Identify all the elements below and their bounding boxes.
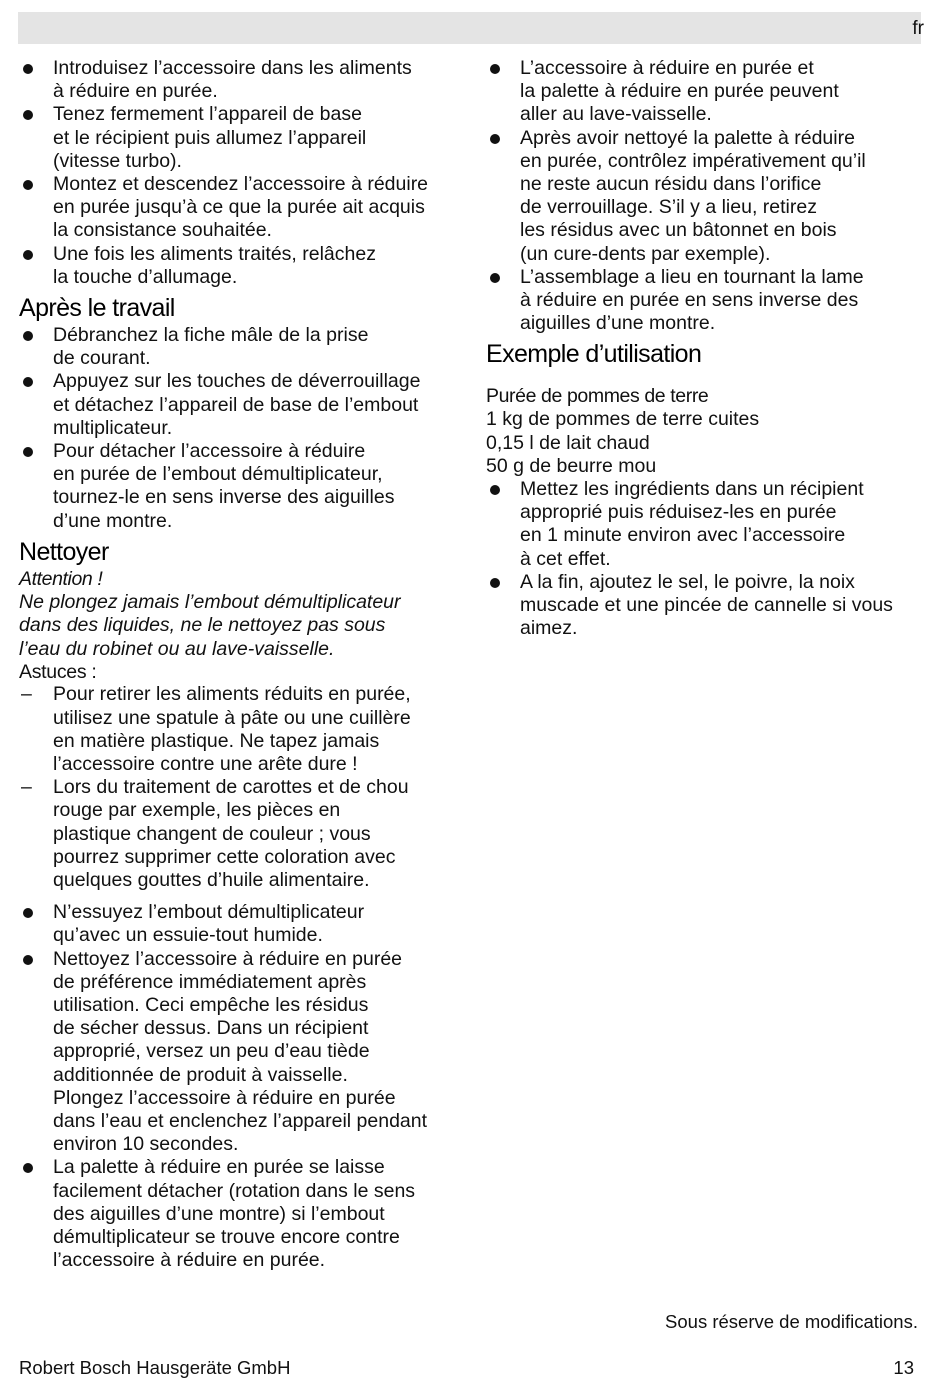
recipe-ingredients: 1 kg de pommes de terre cuites 0,15 l de lait chaud 50 g de beurre mou xyxy=(486,408,760,477)
list-item: Mettez les ingrédients dans un récipient approprié puis réduisez-les en purée en 1 minute environ avec l’accessoire à cet effet. xyxy=(486,478,926,571)
bullet-icon xyxy=(23,377,33,387)
right-column xyxy=(486,57,926,640)
attention-text: Ne plongez jamais l’embout démultiplicateur dans des liquides, ne le nettoyez pas sous l’eau du robinet ou au lave-vaisselle. xyxy=(19,590,401,660)
list-item: Pour détacher l’accessoire à réduire en purée de l’embout démultiplicateur, tournez-le en sens inverse des aiguilles d’une montre. xyxy=(19,440,459,533)
list-item: Appuyez sur les touches de déverrouillage et détachez l’appareil de base de l’embout multiplicateur. xyxy=(19,370,459,440)
bullet-icon xyxy=(490,578,500,588)
list-item: L’assemblage a lieu en tournant la lame à réduire en purée en sens inverse des aiguilles d’une montre. xyxy=(486,266,926,336)
list-item: La palette à réduire en purée se laisse facilement détacher (rotation dans le sens des aiguilles d’une montre) si l’embout démultiplicateur se trouve encore contre l’accessoire à réduire en purée. xyxy=(19,1156,459,1272)
list-item: L’accessoire à réduire en purée et la palette à réduire en purée peuvent aller au lave-vaisselle. xyxy=(486,57,926,127)
section-title-exemple: Exemple d’utilisation xyxy=(486,340,702,369)
recipe-title: Purée de pommes de terre xyxy=(486,385,709,408)
bullet-icon xyxy=(23,447,33,457)
bullet-icon xyxy=(23,955,33,965)
bullet-icon xyxy=(23,331,33,341)
section-title-apres: Après le travail xyxy=(19,294,175,323)
language-tag: fr xyxy=(912,18,924,39)
dash-icon: – xyxy=(21,776,32,799)
header-bar xyxy=(18,12,921,44)
list-item: A la fin, ajoutez le sel, le poivre, la noix muscade et une pincée de cannelle si vous aimez. xyxy=(486,571,926,641)
list-item: Après avoir nettoyé la palette à réduire en purée, contrôlez impérativement qu’il ne reste aucun résidu dans l’orifice de verrouillage. S’il y a lieu, retirez les résidus avec un bâtonnet en bois (un cure-dents par exemple). xyxy=(486,127,926,266)
list-item: Introduisez l’accessoire dans les aliments à réduire en purée. xyxy=(19,57,459,103)
dash-icon: – xyxy=(21,683,32,706)
page-number: 13 xyxy=(893,1357,914,1378)
bullet-icon xyxy=(23,908,33,918)
footer-company: Robert Bosch Hausgeräte GmbH xyxy=(19,1357,291,1378)
list-item: – Pour retirer les aliments réduits en purée, utilisez une spatule à pâte ou une cuillère en matière plastique. Ne tapez jamais l’accessoire contre une arête dure ! xyxy=(21,683,411,775)
list-item: Nettoyez l’accessoire à réduire en purée de préférence immédiatement après utilisation. Ceci empêche les résidus de sécher dessus. Dans un récipient approprié, versez un peu d’eau tiède additionnée de produit à vaisselle. Plongez l’accessoire à réduire en purée dans l’eau et enclenchez l’appareil pendant environ 10 secondes. xyxy=(19,948,459,1157)
bullet-icon xyxy=(23,110,33,120)
section-title-nettoyer: Nettoyer xyxy=(19,537,109,566)
list-item: Une fois les aliments traités, relâchez la touche d’allumage. xyxy=(19,243,459,289)
list-item: Tenez fermement l’appareil de base et le récipient puis allumez l’appareil (vitesse turbo). xyxy=(19,103,459,173)
bullet-icon xyxy=(490,273,500,283)
list-item: N’essuyez l’embout démultiplicateur qu’avec un essuie-tout humide. xyxy=(19,901,459,947)
astuces-label: Astuces : xyxy=(19,661,97,684)
bullet-icon xyxy=(23,1163,33,1173)
list-item: Débranchez la fiche mâle de la prise de courant. xyxy=(19,324,459,370)
footer-note: Sous réserve de modifications. xyxy=(665,1311,918,1332)
bullet-icon xyxy=(23,180,33,190)
bullet-icon xyxy=(23,250,33,260)
left-column xyxy=(19,57,459,1272)
bullet-icon xyxy=(490,134,500,144)
bullet-icon xyxy=(490,64,500,74)
list-item: Montez et descendez l’accessoire à réduire en purée jusqu’à ce que la purée ait acquis la consistance souhaitée. xyxy=(19,173,459,243)
list-item: – Lors du traitement de carottes et de chou rouge par exemple, les pièces en plastique changent de couleur ; vous pourrez supprimer cette coloration avec quelques gouttes d’huile alimentaire. xyxy=(21,776,409,891)
attention-label: Attention ! xyxy=(19,567,103,590)
bullet-icon xyxy=(23,64,33,74)
bullet-icon xyxy=(490,485,500,495)
